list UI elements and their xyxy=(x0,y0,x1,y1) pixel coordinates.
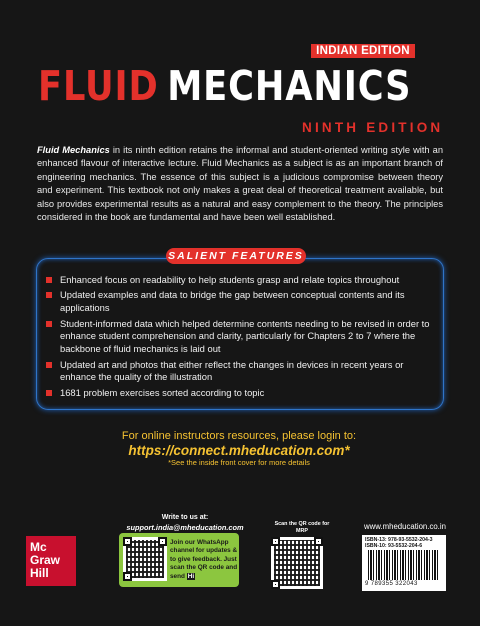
feature-item xyxy=(46,274,430,287)
qr-finder-icon xyxy=(314,537,323,546)
logo-line: Hill xyxy=(30,566,49,580)
mcgraw-hill-logo xyxy=(26,536,76,586)
qr-finder-icon xyxy=(123,537,132,546)
salient-features-label: SALIENT FEATURES xyxy=(166,248,306,264)
salient-features-list xyxy=(46,274,430,402)
book-title xyxy=(38,64,411,108)
bullet-square-icon xyxy=(46,321,52,327)
feature-item-text: Student-informed data which helped determine contents needing to be revised in order to enhance student comprehension and clarity, particularly for Chapters 2 to 7 where the backbone of fluid mechanics is laid out xyxy=(60,317,430,355)
feature-item-text: Updated art and photos that either reflect the changes in devices in recent years or enhance the quality of the illustration xyxy=(60,358,404,383)
bullet-square-icon xyxy=(46,362,52,368)
mrp-qr-label: Scan the QR code for MRP xyxy=(274,521,330,534)
qr-finder-icon xyxy=(123,572,132,581)
bullet-square-icon xyxy=(46,292,52,298)
publisher-website[interactable]: www.mheducation.co.in xyxy=(364,522,446,531)
qr-finder-icon xyxy=(158,537,167,546)
bullet-square-icon xyxy=(46,390,52,396)
barcode-icon xyxy=(368,550,440,580)
barcode-digits: 9 789355 322043 xyxy=(365,581,418,587)
isbn-barcode-box xyxy=(362,535,446,591)
description-lead: Fluid Mechanics xyxy=(37,145,110,155)
isbn-13: ISBN-13: 978-93-5532-204-3 xyxy=(365,537,433,543)
book-description xyxy=(37,144,443,224)
feature-item xyxy=(46,359,430,385)
whatsapp-qr-code[interactable] xyxy=(123,537,167,581)
title-part-fluid: FLUID xyxy=(38,62,159,110)
whatsapp-hi: Hi xyxy=(187,572,195,580)
write-to-us-label: Write to us at: xyxy=(161,514,209,521)
whatsapp-instructions: Join our WhatsApp channel for updates & to give feedback. Just scan the QR code and send xyxy=(170,539,238,580)
description-body: in its ninth edition retains the informal and student-oriented writing style with an enhanced flavour of interactive lecture. Fluid Mechanics as a subject is as an important branch of engineering mechanics. The essence of this subject is a judicious compromise between theory and experiment. This textbook not only makes a great deal of theoretical treatment available, but also provides experimental results as a natural and easy complement to the theory. The principles considered in the book are fundamental and have been well established. xyxy=(37,145,443,223)
feature-item xyxy=(46,289,430,315)
online-resources-text: For online instructors resources, please login to: xyxy=(121,430,357,442)
edition-badge: INDIAN EDITION xyxy=(311,44,415,58)
feature-item-text: Updated examples and data to bridge the gap between conceptual contents and its applications xyxy=(60,289,405,314)
online-resources-link[interactable]: https://connect.mheducation.com* xyxy=(128,443,350,458)
feature-item xyxy=(46,387,430,400)
title-part-mechanics: MECHANICS xyxy=(167,62,412,110)
mrp-qr-code[interactable] xyxy=(271,537,323,589)
qr-finder-icon xyxy=(271,580,280,589)
online-resources xyxy=(88,430,390,480)
support-email-link[interactable]: support.india@mheducation.com xyxy=(126,523,244,532)
feature-item-text: 1681 problem exercises sorted according to topic xyxy=(60,386,265,398)
logo-line: Mc xyxy=(30,540,47,554)
qr-finder-icon xyxy=(271,537,280,546)
edition-subtitle: NINTH EDITION xyxy=(302,120,444,135)
feature-item-text: Enhanced focus on readability to help students grasp and relate topics throughout xyxy=(60,274,400,285)
bullet-square-icon xyxy=(46,277,52,283)
online-resources-note: *See the inside front cover for more details xyxy=(168,458,310,467)
isbn-10: ISBN-10: 93-5532-204-6 xyxy=(365,543,423,549)
feature-item xyxy=(46,318,430,356)
whatsapp-text xyxy=(170,539,238,581)
logo-line: Graw xyxy=(30,553,61,567)
